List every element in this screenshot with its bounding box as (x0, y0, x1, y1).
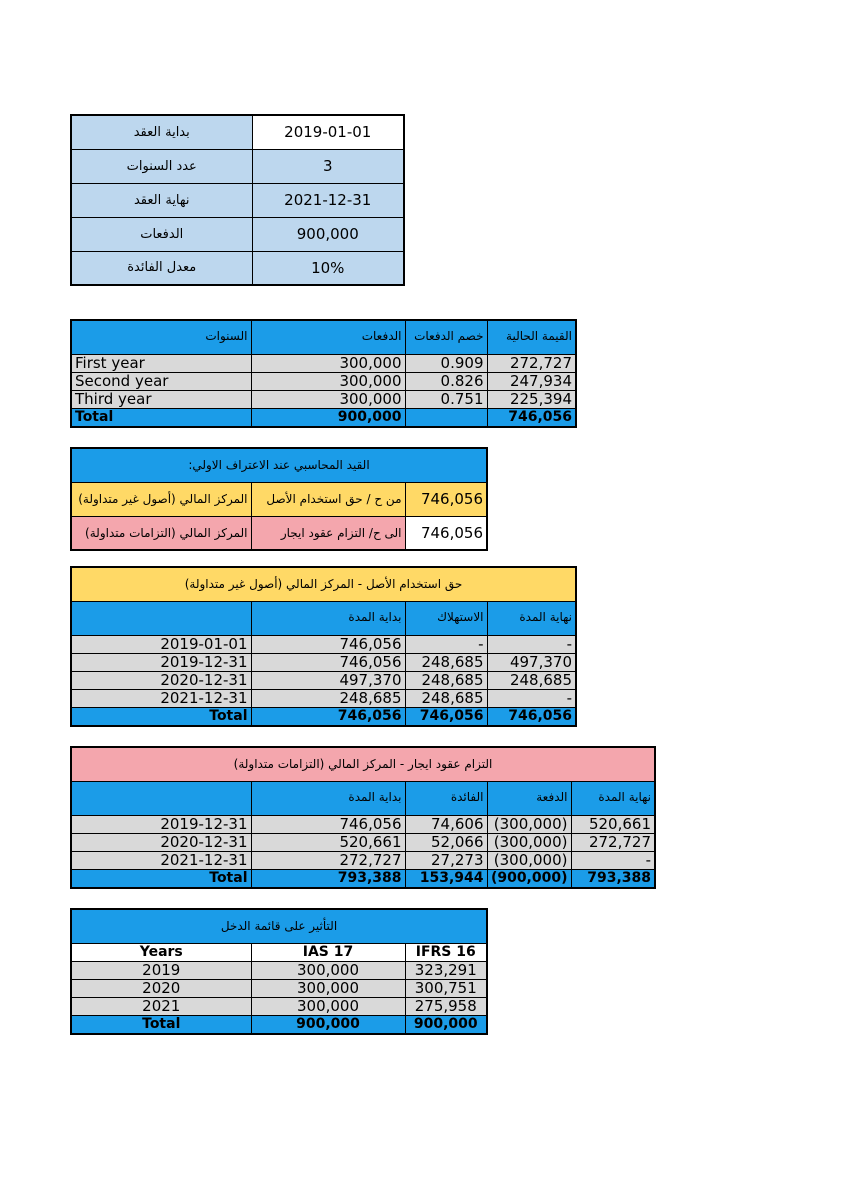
years-count-value: 3 (252, 149, 404, 183)
pv-header-discount: خصم الدفعات (405, 320, 487, 354)
contract-end-value: 2021-12-31 (252, 183, 404, 217)
impact-ias17: 300,000 (251, 997, 405, 1015)
table-row (71, 390, 576, 408)
liability-total-opening: 793,388 (251, 869, 405, 888)
pv-year: Second year (71, 372, 251, 390)
rou-total-depreciation: 746,056 (405, 707, 487, 726)
table-row (71, 815, 655, 833)
pv-header-present-value: القيمة الحالية (487, 320, 576, 354)
liability-payment: (300,000) (487, 851, 571, 869)
liability-date: 2021-12-31 (71, 851, 251, 869)
present-value-table (70, 319, 577, 428)
rou-depreciation: - (405, 635, 487, 653)
impact-header-years: Years (71, 943, 251, 961)
liability-header-interest: الفائدة (405, 781, 487, 815)
income-impact-table (70, 908, 488, 1035)
table-row (71, 979, 487, 997)
credit-account: الى ح/ التزام عقود ايجار (251, 516, 405, 550)
debit-account: من ح / حق استخدام الأصل (251, 482, 405, 516)
credit-classification: المركز المالي (التزامات متداولة) (71, 516, 251, 550)
impact-ias17: 300,000 (251, 979, 405, 997)
rou-header-row (71, 601, 576, 635)
interest-rate-value: 10% (252, 251, 404, 285)
liability-interest: 52,066 (405, 833, 487, 851)
table-row (71, 653, 576, 671)
debit-amount: 746,056 (405, 482, 487, 516)
rou-date: 2019-01-01 (71, 635, 251, 653)
rou-asset-table (70, 566, 577, 727)
pv-payment: 300,000 (251, 390, 405, 408)
years-count-label: عدد السنوات (71, 149, 252, 183)
impact-header-row (71, 943, 487, 961)
liability-total-payment: (900,000) (487, 869, 571, 888)
rou-depreciation: 248,685 (405, 653, 487, 671)
rou-closing: - (487, 689, 576, 707)
table-row (71, 851, 655, 869)
impact-header-ifrs16: IFRS 16 (405, 943, 487, 961)
rou-header-closing: نهاية المدة (487, 601, 576, 635)
impact-ifrs16: 323,291 (405, 961, 487, 979)
pv-value: 272,727 (487, 354, 576, 372)
impact-header-ias17: IAS 17 (251, 943, 405, 961)
rou-closing: 497,370 (487, 653, 576, 671)
contract-end-label: نهاية العقد (71, 183, 252, 217)
pv-header-payments: الدفعات (251, 320, 405, 354)
rou-header-opening: بداية المدة (251, 601, 405, 635)
pv-total-empty (405, 408, 487, 427)
rou-title-row (71, 567, 576, 601)
pv-value: 247,934 (487, 372, 576, 390)
table-row (71, 961, 487, 979)
table-row (71, 833, 655, 851)
liability-date: 2020-12-31 (71, 833, 251, 851)
liability-header-opening: بداية المدة (251, 781, 405, 815)
table-row (71, 372, 576, 390)
liability-header-row (71, 781, 655, 815)
pv-factor: 0.826 (405, 372, 487, 390)
rou-total-label: Total (71, 707, 251, 726)
liability-header-date (71, 781, 251, 815)
rou-total-row (71, 707, 576, 726)
pv-payment: 300,000 (251, 354, 405, 372)
journal-entry-table (70, 447, 488, 551)
liability-total-label: Total (71, 869, 251, 888)
impact-ifrs16: 300,751 (405, 979, 487, 997)
table-row (71, 635, 576, 653)
rou-opening: 746,056 (251, 653, 405, 671)
rou-header-date (71, 601, 251, 635)
impact-year: 2021 (71, 997, 251, 1015)
credit-amount: 746,056 (405, 516, 487, 550)
journal-credit-row (71, 516, 487, 550)
journal-debit-row (71, 482, 487, 516)
pv-total-label: Total (71, 408, 251, 427)
rou-opening: 248,685 (251, 689, 405, 707)
liability-opening: 272,727 (251, 851, 405, 869)
table-row (71, 354, 576, 372)
rou-closing: - (487, 635, 576, 653)
journal-title: القيد المحاسبي عند الاعتراف الاولي: (71, 448, 487, 482)
rou-date: 2020-12-31 (71, 671, 251, 689)
pv-year: Third year (71, 390, 251, 408)
liability-payment: (300,000) (487, 815, 571, 833)
pv-total-value: 746,056 (487, 408, 576, 427)
contract-start-row (71, 115, 404, 149)
contract-start-value: 2019-01-01 (252, 115, 404, 149)
rou-header-depreciation: الاستهلاك (405, 601, 487, 635)
liability-header-closing: نهاية المدة (571, 781, 655, 815)
liability-total-row (71, 869, 655, 888)
interest-rate-row (71, 251, 404, 285)
impact-total-label: Total (71, 1015, 251, 1034)
journal-title-row (71, 448, 487, 482)
liability-interest: 74,606 (405, 815, 487, 833)
liability-interest: 27,273 (405, 851, 487, 869)
rou-depreciation: 248,685 (405, 671, 487, 689)
pv-header-years: السنوات (71, 320, 251, 354)
pv-factor: 0.909 (405, 354, 487, 372)
rou-opening: 497,370 (251, 671, 405, 689)
rou-opening: 746,056 (251, 635, 405, 653)
pv-total-row (71, 408, 576, 427)
pv-payment: 300,000 (251, 372, 405, 390)
pv-year: First year (71, 354, 251, 372)
impact-total-row (71, 1015, 487, 1034)
rou-depreciation: 248,685 (405, 689, 487, 707)
pv-value: 225,394 (487, 390, 576, 408)
rou-date: 2019-12-31 (71, 653, 251, 671)
impact-total-ias17: 900,000 (251, 1015, 405, 1034)
liability-opening: 746,056 (251, 815, 405, 833)
liability-closing: 520,661 (571, 815, 655, 833)
contract-start-label: بداية العقد (71, 115, 252, 149)
liability-opening: 520,661 (251, 833, 405, 851)
table-row (71, 689, 576, 707)
contract-info-table (70, 114, 405, 286)
rou-date: 2021-12-31 (71, 689, 251, 707)
payments-label: الدفعات (71, 217, 252, 251)
rou-closing: 248,685 (487, 671, 576, 689)
pv-factor: 0.751 (405, 390, 487, 408)
impact-year: 2020 (71, 979, 251, 997)
liability-title-row (71, 747, 655, 781)
liability-header-payment: الدفعة (487, 781, 571, 815)
liability-closing: 272,727 (571, 833, 655, 851)
liability-title: التزام عقود ايجار - المركز المالي (التزامات متداولة) (71, 747, 655, 781)
impact-ias17: 300,000 (251, 961, 405, 979)
payments-value: 900,000 (252, 217, 404, 251)
payments-row (71, 217, 404, 251)
interest-rate-label: معدل الفائدة (71, 251, 252, 285)
pv-total-payment: 900,000 (251, 408, 405, 427)
liability-payment: (300,000) (487, 833, 571, 851)
impact-title: التأثير على قائمة الدخل (71, 909, 487, 943)
liability-total-closing: 793,388 (571, 869, 655, 888)
lease-liability-table (70, 746, 656, 889)
impact-title-row (71, 909, 487, 943)
table-row (71, 997, 487, 1015)
years-count-row (71, 149, 404, 183)
impact-ifrs16: 275,958 (405, 997, 487, 1015)
contract-end-row (71, 183, 404, 217)
pv-header-row (71, 320, 576, 354)
rou-total-opening: 746,056 (251, 707, 405, 726)
liability-date: 2019-12-31 (71, 815, 251, 833)
impact-year: 2019 (71, 961, 251, 979)
debit-classification: المركز المالي (أصول غير متداولة) (71, 482, 251, 516)
impact-total-ifrs16: 900,000 (405, 1015, 487, 1034)
rou-total-closing: 746,056 (487, 707, 576, 726)
liability-closing: - (571, 851, 655, 869)
table-row (71, 671, 576, 689)
liability-total-interest: 153,944 (405, 869, 487, 888)
rou-title: حق استخدام الأصل - المركز المالي (أصول غير متداولة) (71, 567, 576, 601)
